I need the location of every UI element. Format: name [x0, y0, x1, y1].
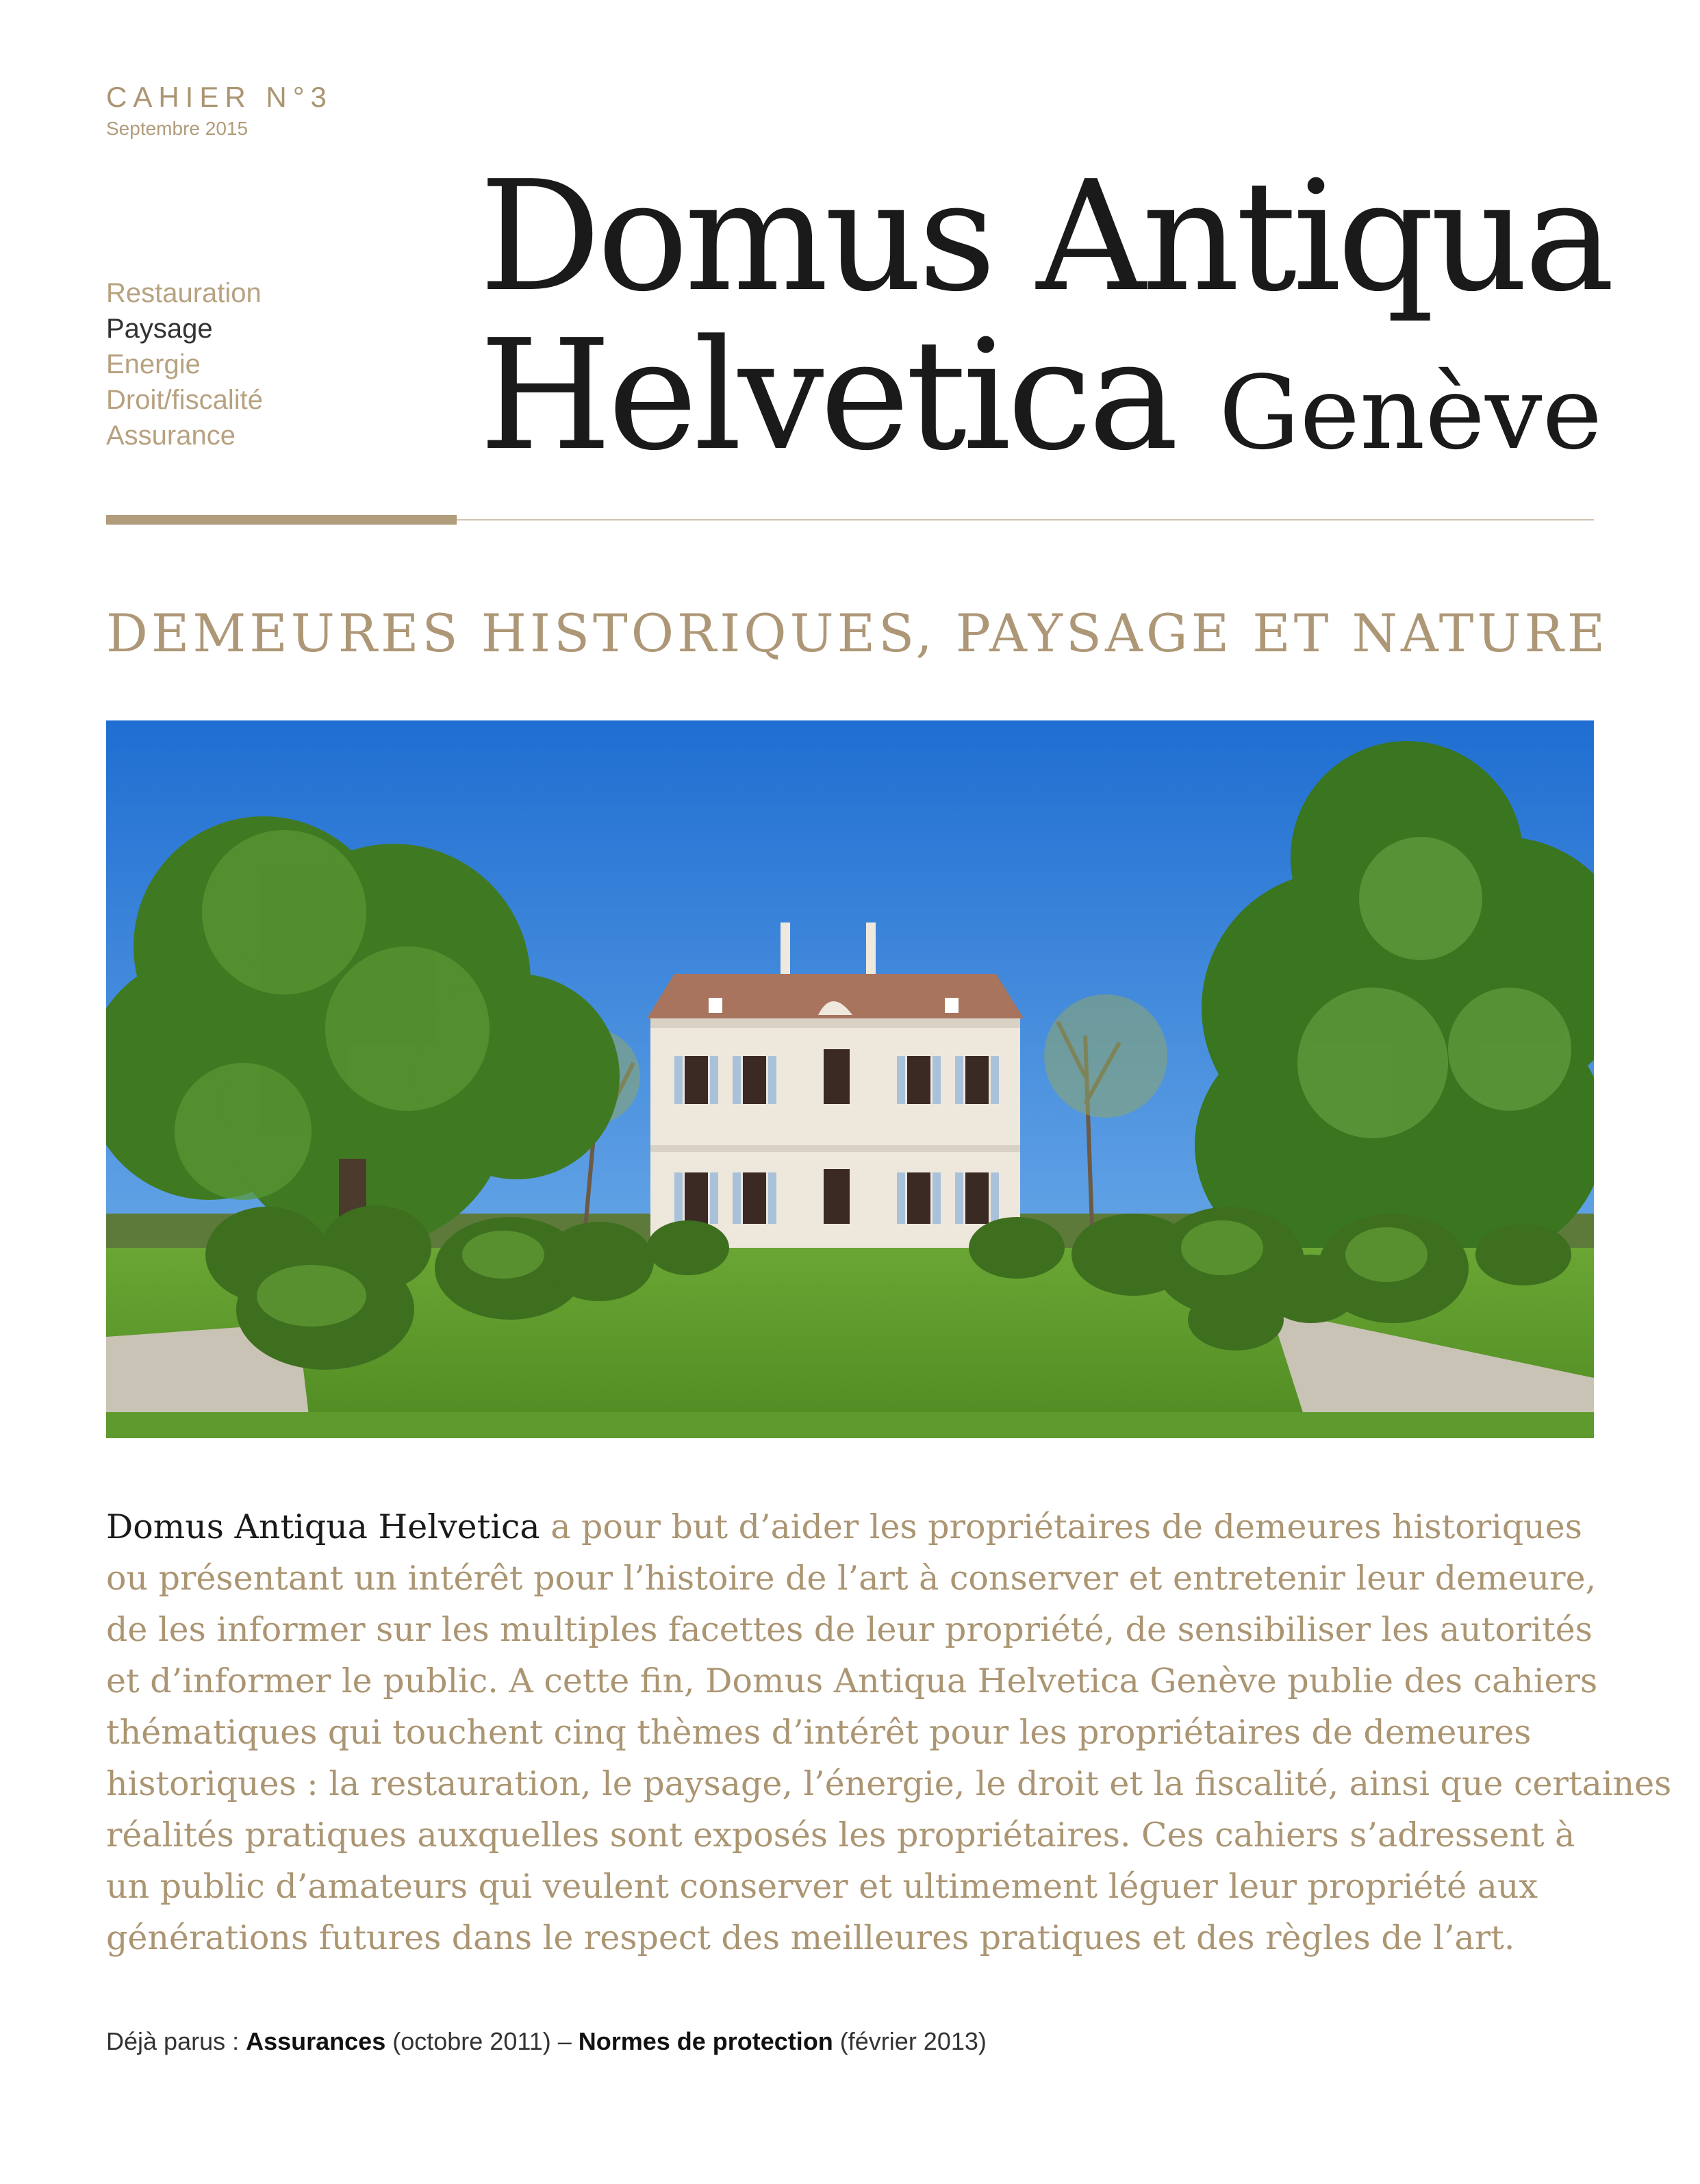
manor-house [647, 922, 1024, 1275]
intro-line-9: générations futures dans le respect des meilleures pratiques et des règles de l’art. [106, 1918, 1515, 1957]
issue-number: CAHIER N°3 [106, 81, 333, 113]
accent-rule [106, 515, 457, 525]
already-published [106, 2027, 987, 2056]
published-assurances-date: (octobre 2011) – [385, 2027, 579, 2055]
intro-line-2: ou présentant un intérêt pour l’histoire de l’art à conserver et entretenir leur demeure, [106, 1559, 1597, 1598]
intro-lead-strong: Domus Antiqua Helvetica [106, 1507, 540, 1546]
title-location: Genève [1219, 354, 1603, 472]
intro-line-6: historiques : la restauration, le paysage, l’énergie, le droit et la fiscalité, ainsi que certaines [106, 1764, 1672, 1803]
manor-garden-photo [106, 720, 1594, 1438]
already-label: Déjà parus : [106, 2027, 246, 2055]
topics-list [106, 275, 263, 453]
title-helvetica: Helvetica [479, 307, 1175, 484]
title-line-2 [479, 307, 1611, 492]
issue-date: Septembre 2015 [106, 118, 249, 139]
intro-line-4: et d’informer le public. A cette fin, Domus Antiqua Helvetica Genève publie des cahiers [106, 1661, 1598, 1700]
intro-line-3: de les informer sur les multiples facettes de leur propriété, de sensibiliser les autorités [106, 1610, 1593, 1649]
intro-line-1 [106, 1501, 1599, 1553]
publication-title [479, 149, 1611, 492]
intro-line-5: thématiques qui touchent cinq thèmes d’intérêt pour les propriétaires de demeures [106, 1713, 1532, 1752]
intro-line-1-text: a pour but d’aider les propriétaires de demeures historiques [540, 1507, 1582, 1546]
title-line-1: Domus Antiqua [479, 149, 1611, 325]
topic-restauration: Restauration [106, 278, 262, 308]
intro-line-8: un public d’amateurs qui veulent conserver et ultimement léguer leur propriété aux [106, 1867, 1538, 1906]
topic-paysage: Paysage [106, 314, 213, 344]
topic-energie: Energie [106, 349, 201, 379]
published-normes-date: (février 2013) [833, 2027, 987, 2055]
topic-droit-fiscalite: Droit/fiscalité [106, 385, 263, 415]
topic-assurance: Assurance [106, 421, 236, 451]
section-title: DEMEURES HISTORIQUES, PAYSAGE ET NATURE [106, 603, 1609, 664]
published-assurances: Assurances [246, 2027, 386, 2055]
divider-rule [457, 519, 1594, 520]
published-normes: Normes de protection [578, 2027, 833, 2055]
intro-paragraph [106, 1501, 1672, 1963]
intro-line-7: réalités pratiques auxquelles sont exposés les propriétaires. Ces cahiers s’adressent à [106, 1816, 1575, 1855]
